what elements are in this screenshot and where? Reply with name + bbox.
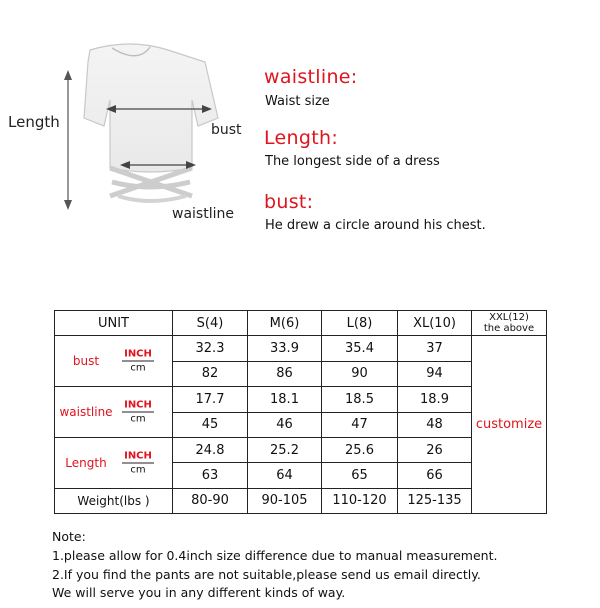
table-cell: 65: [322, 463, 398, 488]
inch-unit: INCH: [124, 399, 152, 411]
table-cell: 86: [248, 361, 322, 386]
note-line-1: 1.please allow for 0.4inch size difference due to manual measurement.: [52, 548, 498, 563]
table-cell: 94: [398, 361, 472, 386]
waistline-label: waistline: [172, 206, 234, 222]
table-cell: 35.4: [322, 336, 398, 361]
table-cell: 46: [248, 412, 322, 437]
weight-row-label: Weight(lbs ): [55, 488, 173, 513]
waistline-name: waistline: [59, 405, 113, 419]
table-cell: 90: [322, 361, 398, 386]
length-definition-text: The longest side of a dress: [265, 154, 440, 169]
size-header-m: M(6): [248, 311, 322, 336]
note-title: Note:: [52, 529, 86, 544]
table-cell: 26: [398, 437, 472, 462]
size-header-s: S(4): [173, 311, 248, 336]
size-chart-table: [54, 310, 547, 514]
waistline-row-label: [55, 387, 173, 438]
length-unit: [119, 449, 157, 476]
bust-label: bust: [211, 122, 242, 138]
table-cell: 32.3: [173, 336, 248, 361]
table-cell: 18.5: [322, 387, 398, 412]
length-row-label: [55, 437, 173, 488]
table-cell: 90-105: [248, 488, 322, 513]
table-cell: 63: [173, 463, 248, 488]
waistline-definition-text: Waist size: [265, 94, 330, 109]
size-header-xxl: [472, 311, 547, 336]
table-cell: 45: [173, 412, 248, 437]
table-cell: 33.9: [248, 336, 322, 361]
table-cell: 66: [398, 463, 472, 488]
customize-label: customize: [475, 417, 543, 433]
table-cell: 48: [398, 412, 472, 437]
bust-definition-text: He drew a circle around his chest.: [265, 218, 486, 233]
table-cell: 18.1: [248, 387, 322, 412]
table-cell: 80-90: [173, 488, 248, 513]
xxl-sublabel: the above: [483, 323, 535, 335]
bust-name: bust: [72, 354, 100, 369]
table-row: [55, 336, 547, 361]
bust-definition-title: bust:: [264, 191, 314, 213]
waistline-definition-title: waistline:: [264, 66, 358, 88]
bust-unit: [119, 348, 157, 375]
bust-row-label: [55, 336, 173, 387]
table-cell: 110-120: [322, 488, 398, 513]
table-cell: 25.6: [322, 437, 398, 462]
cm-unit: cm: [130, 413, 146, 425]
note-line-3: We will serve you in any different kinds of way.: [52, 585, 346, 600]
table-cell: 125-135: [398, 488, 472, 513]
size-header-xl: XL(10): [398, 311, 472, 336]
length-name: Length: [65, 455, 107, 470]
table-cell: 17.7: [173, 387, 248, 412]
length-definition-title: Length:: [264, 127, 339, 149]
table-cell: 18.9: [398, 387, 472, 412]
xxl-label: XXL(12): [489, 312, 529, 324]
shirt-outline: [84, 44, 218, 172]
length-label: Length: [8, 113, 60, 131]
table-cell: 24.8: [173, 437, 248, 462]
inch-unit: INCH: [124, 348, 152, 360]
table-cell: 47: [322, 412, 398, 437]
cm-unit: cm: [130, 362, 146, 374]
note-line-2: 2.If you find the pants are not suitable,please send us email directly.: [52, 567, 481, 582]
waistline-unit: [119, 399, 157, 426]
table-cell: 82: [173, 361, 248, 386]
table-cell: 25.2: [248, 437, 322, 462]
customize-cell: [472, 336, 547, 514]
table-cell: 64: [248, 463, 322, 488]
unit-header: UNIT: [55, 311, 173, 336]
table-header-row: [55, 311, 547, 336]
table-cell: 37: [398, 336, 472, 361]
inch-unit: INCH: [124, 450, 152, 462]
cm-unit: cm: [130, 464, 146, 476]
size-header-l: L(8): [322, 311, 398, 336]
